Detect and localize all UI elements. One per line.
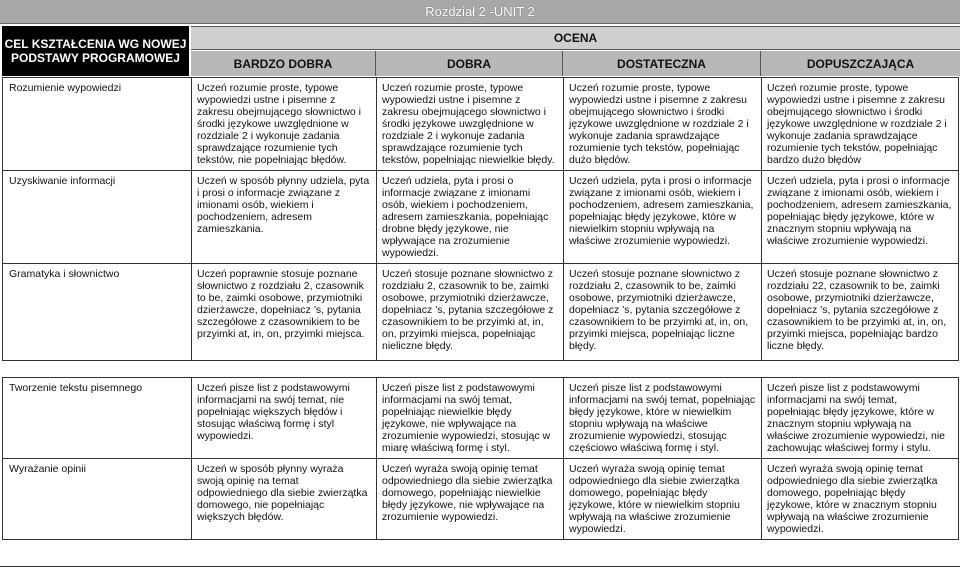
- row-label: Tworzenie tekstu pisemnego: [3, 378, 192, 459]
- level-header-dostateczna: DOSTATECZNA: [563, 51, 761, 76]
- table-cell: Uczeń rozumie proste, typowe wypowiedzi ustne i pisemne z zakresu obejmującego słownictwo i środki językowe uwzględnione w rozdziale 2 i wykonuje zadania sprawdzające rozumienie tych tekstów, popełniając niewielkie błędy.: [377, 78, 564, 171]
- table-row: [3, 459, 959, 540]
- table-cell: Uczeń wyraża swoją opinię temat odpowiedniego dla siebie zwierzątka domowego, popełniając błędy językowe, które w niewielkim stopniu wpływają na właściwe zrozumienie wypowiedzi.: [564, 459, 762, 540]
- page-title: Rozdział 2 -UNIT 2: [425, 4, 535, 19]
- corner-header: CEL KSZTAŁCENIA WG NOWEJ PODSTAWY PROGRAMOWEJ: [2, 26, 189, 76]
- level-header-bardzo-dobra: BARDZO DOBRA: [191, 51, 376, 76]
- level-header-dobra: DOBRA: [376, 51, 563, 76]
- table-row: [3, 78, 959, 171]
- table-cell: Uczeń pisze list z podstawowymi informacjami na swój temat, popełniając niewielkie błędy językowe, nie wpływające na zrozumienie wypowiedzi, stosując w miarę właściwą formę i styl.: [377, 378, 564, 459]
- level-header-dopuszczajaca: DOPUSZCZAJĄCA: [761, 51, 960, 76]
- table-cell: Uczeń stosuje poznane słownictwo z rozdziału 2, czasownik to be, zaimki osobowe, przymiotniki dzierżawcze, dopełniacz ’s, pytania szczegółowe z czasownikiem to be przyimki at, in, on, przyimki miejsca, popełniając liczne błędy.: [564, 264, 762, 361]
- table-row: [3, 171, 959, 264]
- row-label: Gramatyka i słownictwo: [3, 264, 192, 361]
- table-cell: Uczeń rozumie proste, typowe wypowiedzi ustne i pisemne z zakresu obejmującego słownictwo i środki językowe uwzględnione w rozdziale 2 i wykonuje zadania sprawdzające rozumienie tych tekstów, nie popełniając błędów.: [192, 78, 377, 171]
- table-cell: Uczeń stosuje poznane słownictwo z rozdziału 2, czasownik to be, zaimki osobowe, przymiotniki dzierżawcze, dopełniacz ’s, pytania szczegółowe z czasownikiem to be przyimki at, in, on, przyimki miejsca, popełniając nieliczne błędy.: [377, 264, 564, 361]
- table-cell: Uczeń stosuje poznane słownictwo z rozdziału 22, czasownik to be, zaimki osobowe, przymiotniki dzierżawcze, dopełniacz ’s, pytania szczegółowe z czasownikiem to be przyimki at, in, on, przyimki miejsca, popełniając bardzo liczne błędy.: [762, 264, 959, 361]
- table-row: [3, 264, 959, 361]
- row-label: Wyrażanie opinii: [3, 459, 192, 540]
- table-cell: Uczeń pisze list z podstawowymi informacjami na swój temat, popełniając błędy językowe, które w znacznym stopniu wpływają na właściwe zrozumienie wypowiedzi, nie zachowując właściwej formy i stylu.: [762, 378, 959, 459]
- row-label: Uzyskiwanie informacji: [3, 171, 192, 264]
- table-cell: Uczeń pisze list z podstawowymi informacjami na swój temat, popełniając błędy językowe, które w niewielkim stopniu wpływają na właściwe zrozumienie wypowiedzi, stosując częściowo właściwą formę i styl.: [564, 378, 762, 459]
- table-cell: Uczeń wyraża swoją opinię temat odpowiedniego dla siebie zwierzątka domowego, popełniając błędy językowe, które w znacznym stopniu wpływają na właściwe zrozumienie wypowiedzi.: [762, 459, 959, 540]
- row-spacer: [3, 361, 959, 378]
- table-row: [3, 378, 959, 459]
- table-cell: Uczeń rozumie proste, typowe wypowiedzi ustne i pisemne z zakresu obejmującego słownictwo i środki językowe uwzględnione w rozdziale 2 i wykonuje zadania sprawdzające rozumienie tych tekstów, popełniając bardzo dużo błędów: [762, 78, 959, 171]
- table-cell: Uczeń udziela, pyta i prosi o informacje związane z imionami osób, wiekiem i pochodzeniem, adresem zamieszkania, popełniając drobne błędy językowe, nie wpływające na zrozumienie wypowiedzi.: [377, 171, 564, 264]
- title-bar: [0, 0, 960, 24]
- row-label: Rozumienie wypowiedzi: [3, 78, 192, 171]
- table-cell: Uczeń rozumie proste, typowe wypowiedzi ustne i pisemne z zakresu obejmującego słownictwo i środki językowe uwzględnione w rozdziale 2 i wykonuje zadania sprawdzające rozumienie tych tekstów, popełniając dużo błędów.: [564, 78, 762, 171]
- bottom-divider: [0, 566, 960, 567]
- table-cell: Uczeń poprawnie stosuje poznane słownictwo z rozdziału 2, czasownik to be, zaimki osobowe, przymiotniki dzierżawcze, dopełniacz ’s, pytania szczegółowe z czasownikiem to be przyimki at, in, on, przyimki miejsca.: [192, 264, 377, 361]
- table-cell: Uczeń udziela, pyta i prosi o informacje związane z imionami osób, wiekiem i pochodzeniem, adresem zamieszkania, popełniając błędy językowe, które w niewielkim stopniu wpływają na właściwe zrozumienie wypowiedzi.: [564, 171, 762, 264]
- table-cell: Uczeń w sposób płynny wyraża swoją opinię na temat odpowiedniego dla siebie zwierzątka domowego, nie popełniając większych błędów.: [192, 459, 377, 540]
- table-cell: Uczeń udziela, pyta i prosi o informacje związane z imionami osób, wiekiem i pochodzeniem, adresem zamieszkania, popełniając błędy językowe, które w znacznym stopniu wpływają na właściwe zrozumienie wypowiedzi.: [762, 171, 959, 264]
- table-cell: Uczeń wyraża swoją opinię temat odpowiedniego dla siebie zwierzątka domowego, popełniając niewielkie błędy językowe, nie wpływające na zrozumienie wypowiedzi.: [377, 459, 564, 540]
- table-cell: Uczeń pisze list z podstawowymi informacjami na swój temat, nie popełniając większych błędów i stosując właściwą formę i styl wypowiedzi.: [192, 378, 377, 459]
- criteria-table: [2, 77, 959, 540]
- ocena-header: OCENA: [191, 26, 960, 50]
- table-cell: Uczeń w sposób płynny udziela, pyta i prosi o informacje związane z imionami osób, wiekiem i pochodzeniem, adresem zamieszkania.: [192, 171, 377, 264]
